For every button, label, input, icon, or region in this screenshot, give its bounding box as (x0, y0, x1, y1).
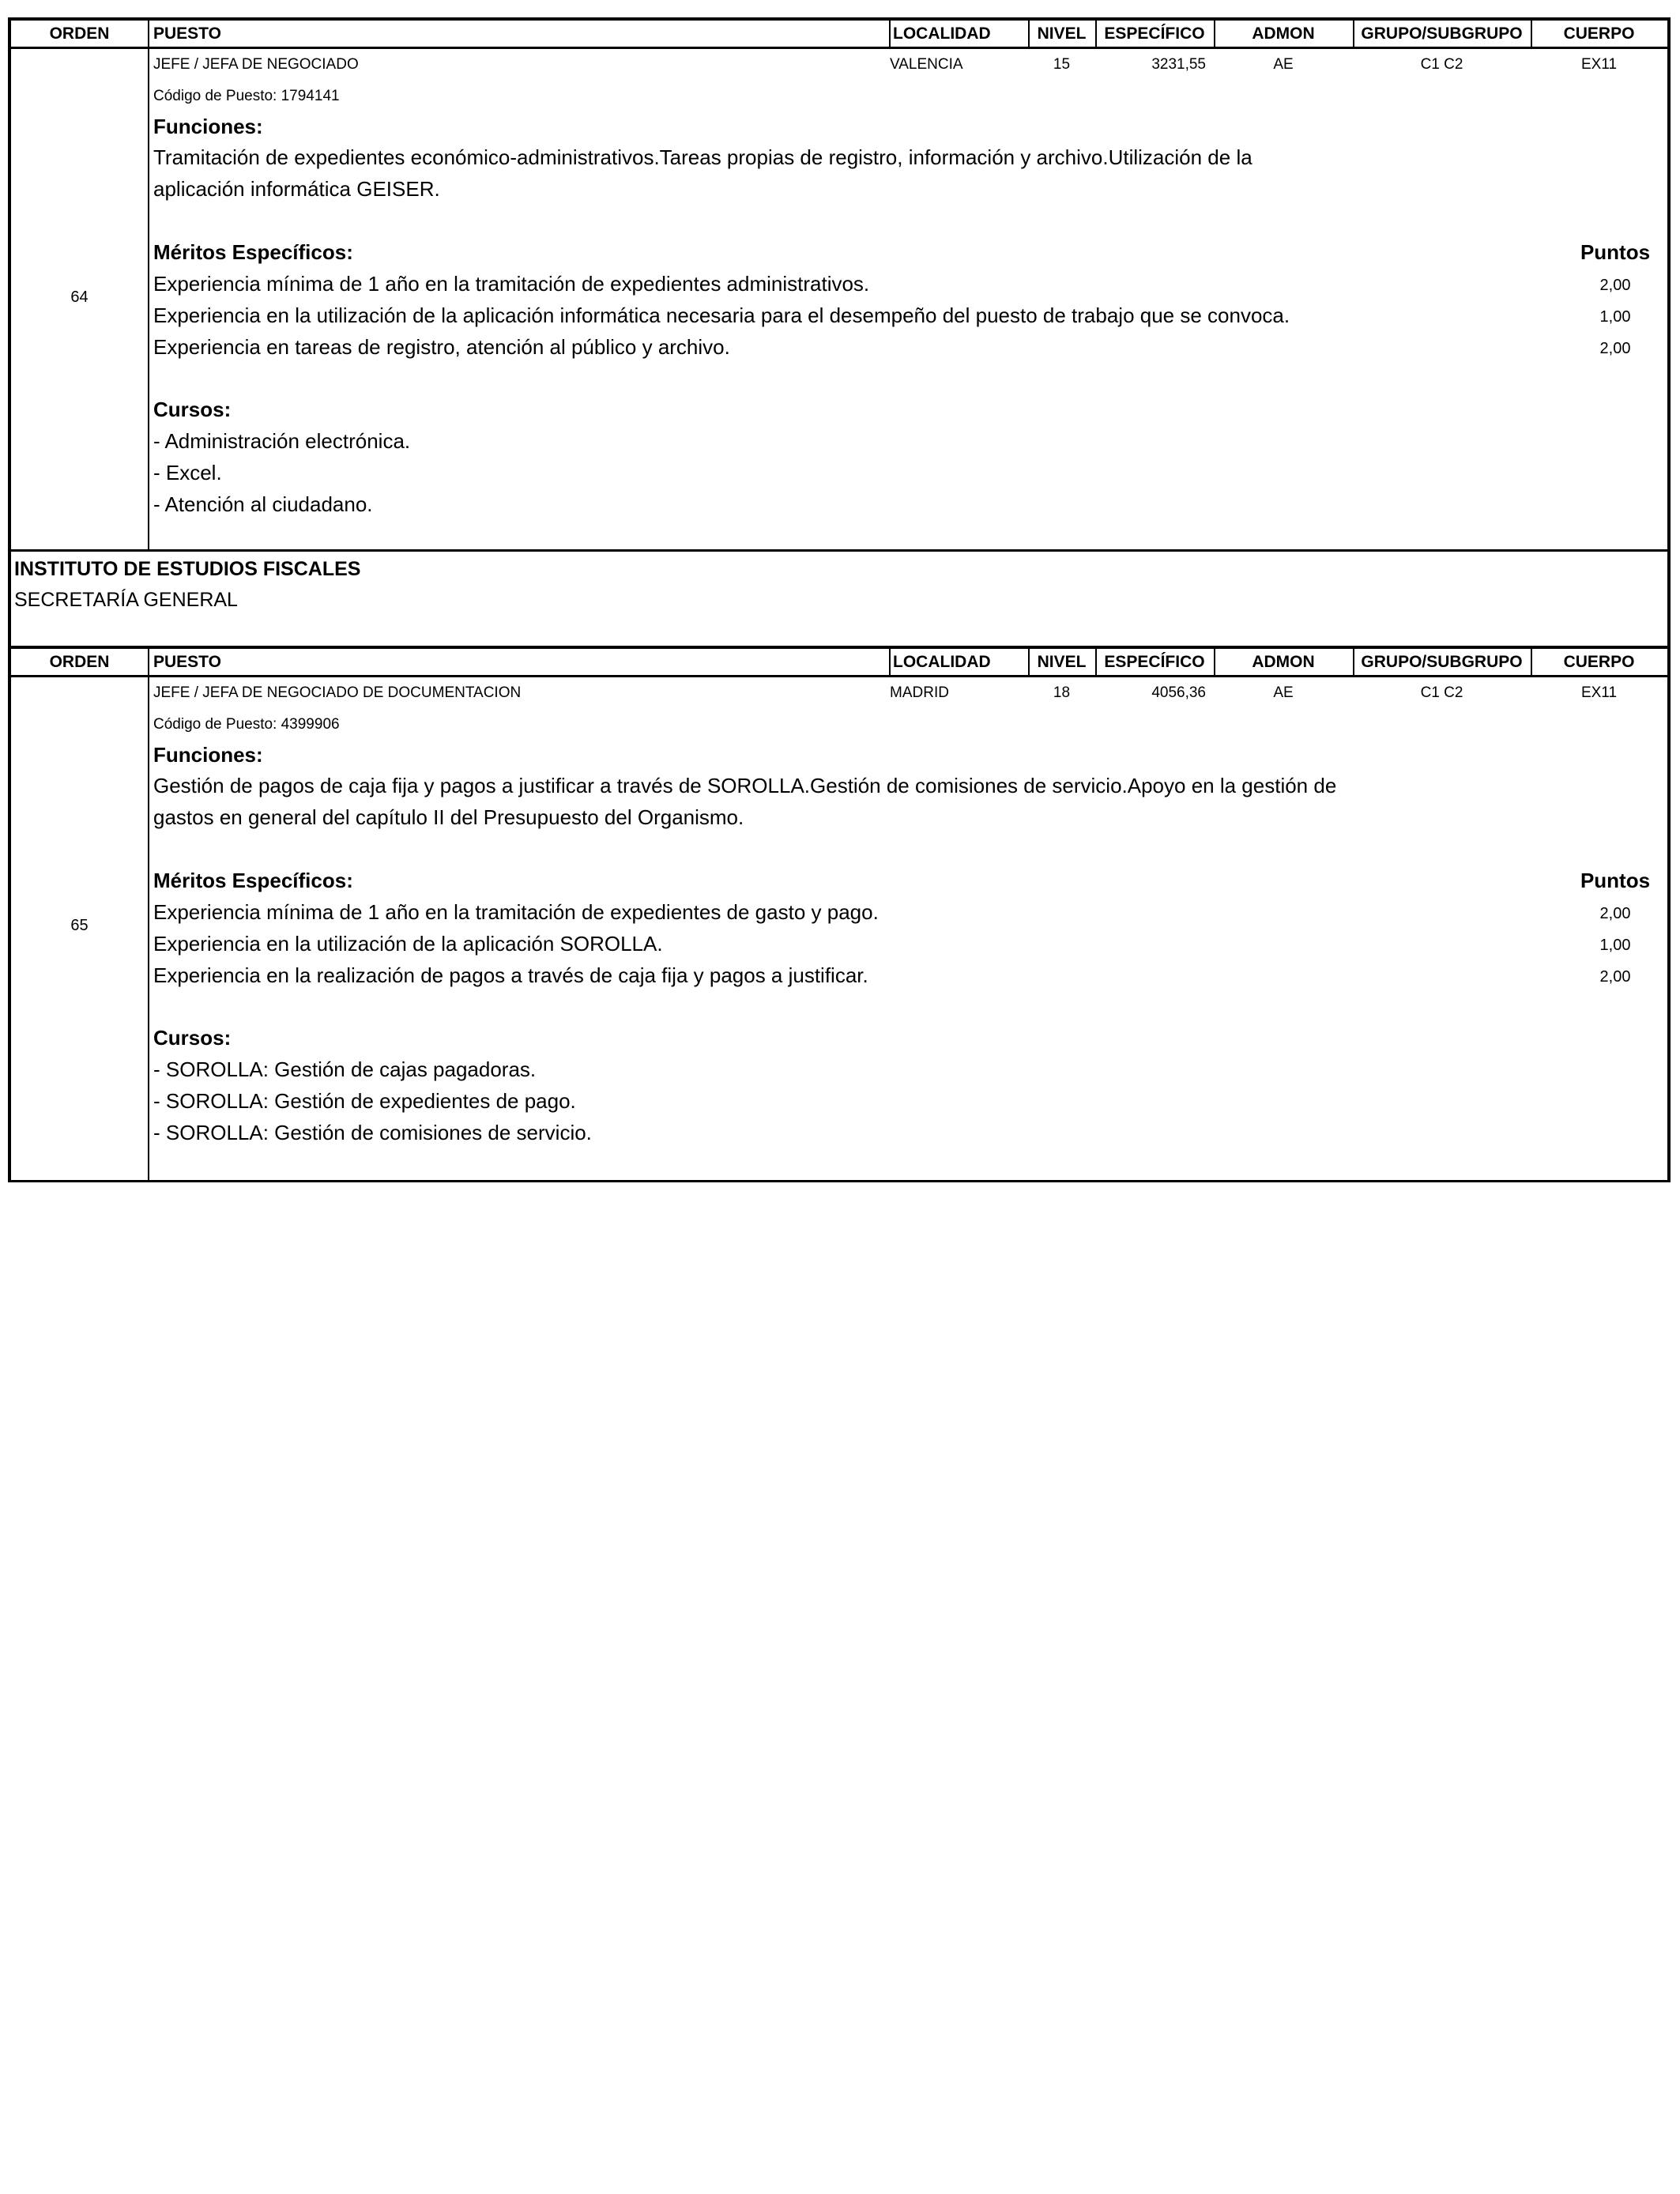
funciones-line: aplicación informática GEISER. (153, 177, 440, 201)
unidad-title: SECRETARÍA GENERAL (14, 589, 238, 611)
curso-item: - Excel. (153, 461, 222, 484)
curso-item: - SOROLLA: Gestión de expedientes de pago. (153, 1089, 576, 1113)
header-admon: ADMON (1252, 24, 1315, 43)
record-nivel: 15 (1053, 56, 1071, 73)
funciones-label: Funciones: (153, 115, 263, 138)
header-nivel: NIVEL (1037, 652, 1087, 671)
curso-item: - Administración electrónica. (153, 429, 411, 453)
header-localidad: LOCALIDAD (893, 24, 991, 43)
record-especifico: 3231,55 (1151, 56, 1206, 73)
merito-text: Experiencia mínima de 1 año en la tramitación de expedientes administrativos. (153, 272, 870, 296)
merito-text: Experiencia en la utilización de la aplicación informática necesaria para el desempeño del puesto de trabajo que se convoca. (153, 303, 1290, 327)
record-orden: 65 (70, 917, 89, 934)
record-codigo: Código de Puesto: 4399906 (153, 716, 340, 733)
header-grupo: GRUPO/SUBGRUPO (1361, 652, 1523, 671)
record-codigo: Código de Puesto: 1794141 (153, 88, 340, 104)
puntos-label: Puntos (1580, 869, 1651, 892)
meritos-label: Méritos Específicos: (153, 240, 353, 264)
table-header (8, 646, 1671, 677)
section-organismo (8, 552, 1671, 647)
header-admon: ADMON (1252, 652, 1315, 671)
merito-puntos: 1,00 (1599, 308, 1631, 326)
table-header (8, 17, 1671, 49)
cursos-label: Cursos: (153, 398, 232, 421)
record-cuerpo: EX11 (1580, 56, 1618, 73)
organismo-title: INSTITUTO DE ESTUDIOS FISCALES (14, 558, 361, 580)
merito-text: Experiencia en la utilización de la aplicación SOROLLA. (153, 932, 663, 956)
record-65 (8, 677, 1671, 1182)
record-admon: AE (1273, 684, 1294, 701)
record-puesto: JEFE / JEFA DE NEGOCIADO DE DOCUMENTACION (153, 684, 522, 701)
record-grupo: C1 C2 (1420, 56, 1463, 73)
header-grupo: GRUPO/SUBGRUPO (1361, 24, 1523, 43)
merito-puntos: 1,00 (1599, 937, 1631, 954)
merito-text: Experiencia en la realización de pagos a través de caja fija y pagos a justificar. (153, 963, 868, 987)
cursos-label: Cursos: (153, 1026, 232, 1050)
record-especifico: 4056,36 (1151, 684, 1206, 701)
record-64 (8, 49, 1671, 552)
merito-text: Experiencia en tareas de registro, atención al público y archivo. (153, 335, 730, 359)
record-localidad: MADRID (890, 684, 949, 701)
meritos-label: Méritos Específicos: (153, 869, 353, 892)
header-puesto: PUESTO (153, 652, 221, 671)
record-grupo: C1 C2 (1420, 684, 1463, 701)
header-nivel: NIVEL (1037, 24, 1087, 43)
merito-puntos: 2,00 (1599, 968, 1631, 986)
header-puesto: PUESTO (153, 24, 221, 43)
header-localidad: LOCALIDAD (893, 652, 991, 671)
funciones-line: Gestión de pagos de caja fija y pagos a justificar a través de SOROLLA.Gestión de comisiones de servicio.Apoyo en la gestión de (153, 774, 1337, 797)
header-cuerpo: CUERPO (1563, 652, 1635, 671)
merito-puntos: 2,00 (1599, 340, 1631, 357)
record-admon: AE (1273, 56, 1294, 73)
record-puesto: JEFE / JEFA DE NEGOCIADO (153, 56, 359, 73)
funciones-line: Tramitación de expedientes económico-administrativos.Tareas propias de registro, información y archivo.Utilización de la (153, 145, 1252, 169)
funciones-line: gastos en general del capítulo II del Presupuesto del Organismo. (153, 805, 744, 829)
puntos-label: Puntos (1580, 240, 1651, 264)
record-cuerpo: EX11 (1580, 684, 1618, 701)
header-orden: ORDEN (49, 652, 110, 671)
header-especifico: ESPECÍFICO (1104, 652, 1205, 671)
curso-item: - Atención al ciudadano. (153, 492, 373, 516)
header-especifico: ESPECÍFICO (1104, 24, 1205, 43)
merito-puntos: 2,00 (1599, 905, 1631, 922)
merito-puntos: 2,00 (1599, 277, 1631, 294)
record-orden: 64 (70, 288, 89, 306)
record-localidad: VALENCIA (890, 56, 963, 73)
header-orden: ORDEN (49, 24, 110, 43)
funciones-label: Funciones: (153, 743, 263, 767)
curso-item: - SOROLLA: Gestión de comisiones de servicio. (153, 1121, 592, 1144)
merito-text: Experiencia mínima de 1 año en la tramitación de expedientes de gasto y pago. (153, 900, 879, 924)
curso-item: - SOROLLA: Gestión de cajas pagadoras. (153, 1057, 537, 1081)
record-nivel: 18 (1053, 684, 1071, 701)
header-cuerpo: CUERPO (1563, 24, 1635, 43)
